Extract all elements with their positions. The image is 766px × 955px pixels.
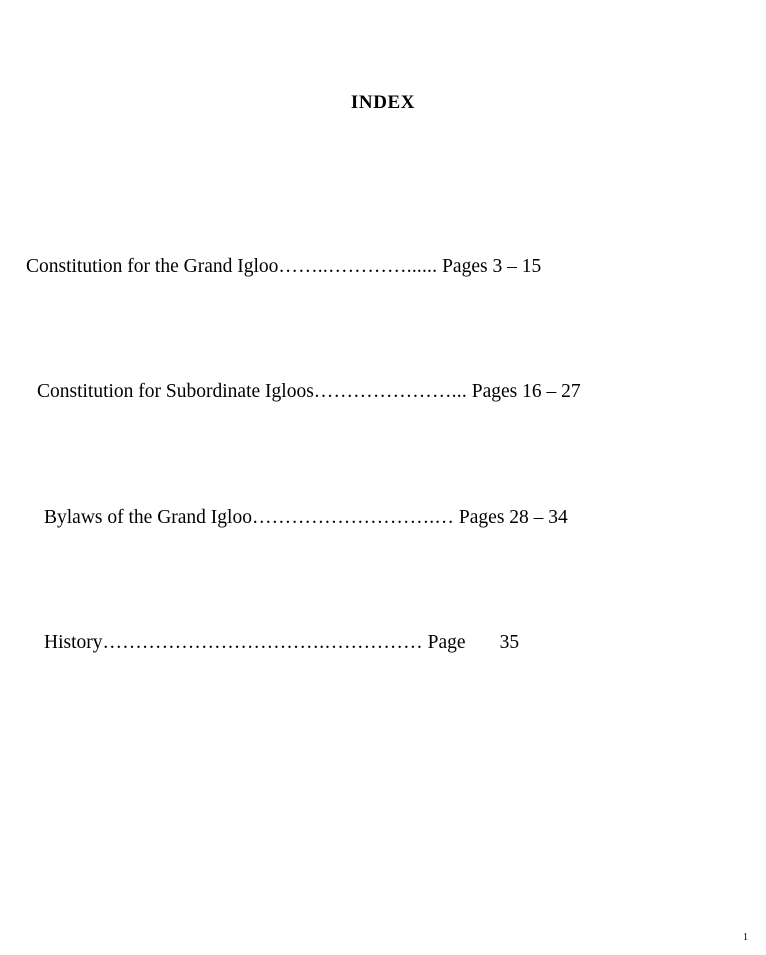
index-entry-leader: …………………...: [313, 381, 467, 403]
list-item: [0, 255, 766, 279]
list-item: [0, 380, 766, 404]
index-entry-label: Constitution for Subordinate Igloos: [37, 381, 314, 403]
index-entry-label: History: [44, 632, 103, 654]
index-entry-pages-extra: 35: [499, 632, 520, 654]
page-number: 1: [743, 932, 748, 943]
index-entry-leader: ……………………….…: [251, 506, 455, 528]
index-entry-leader: ……..…………......: [278, 256, 438, 277]
index-entry-label: Constitution for the Grand Igloo: [26, 256, 279, 277]
index-entry-leader: …………………………….……………: [102, 632, 423, 654]
list-item: [0, 631, 766, 655]
index-entry-pages: Page: [427, 632, 466, 654]
index-entry-pages: Pages 28 – 34: [458, 506, 568, 528]
index-entry-label: Bylaws of the Grand Igloo: [44, 506, 252, 528]
index-entry-list: [0, 255, 766, 757]
list-item: [0, 506, 766, 530]
index-entry-pages: Pages 3 – 15: [442, 256, 542, 277]
index-entry-pages: Pages 16 – 27: [471, 381, 581, 403]
page-title: INDEX: [350, 92, 416, 113]
